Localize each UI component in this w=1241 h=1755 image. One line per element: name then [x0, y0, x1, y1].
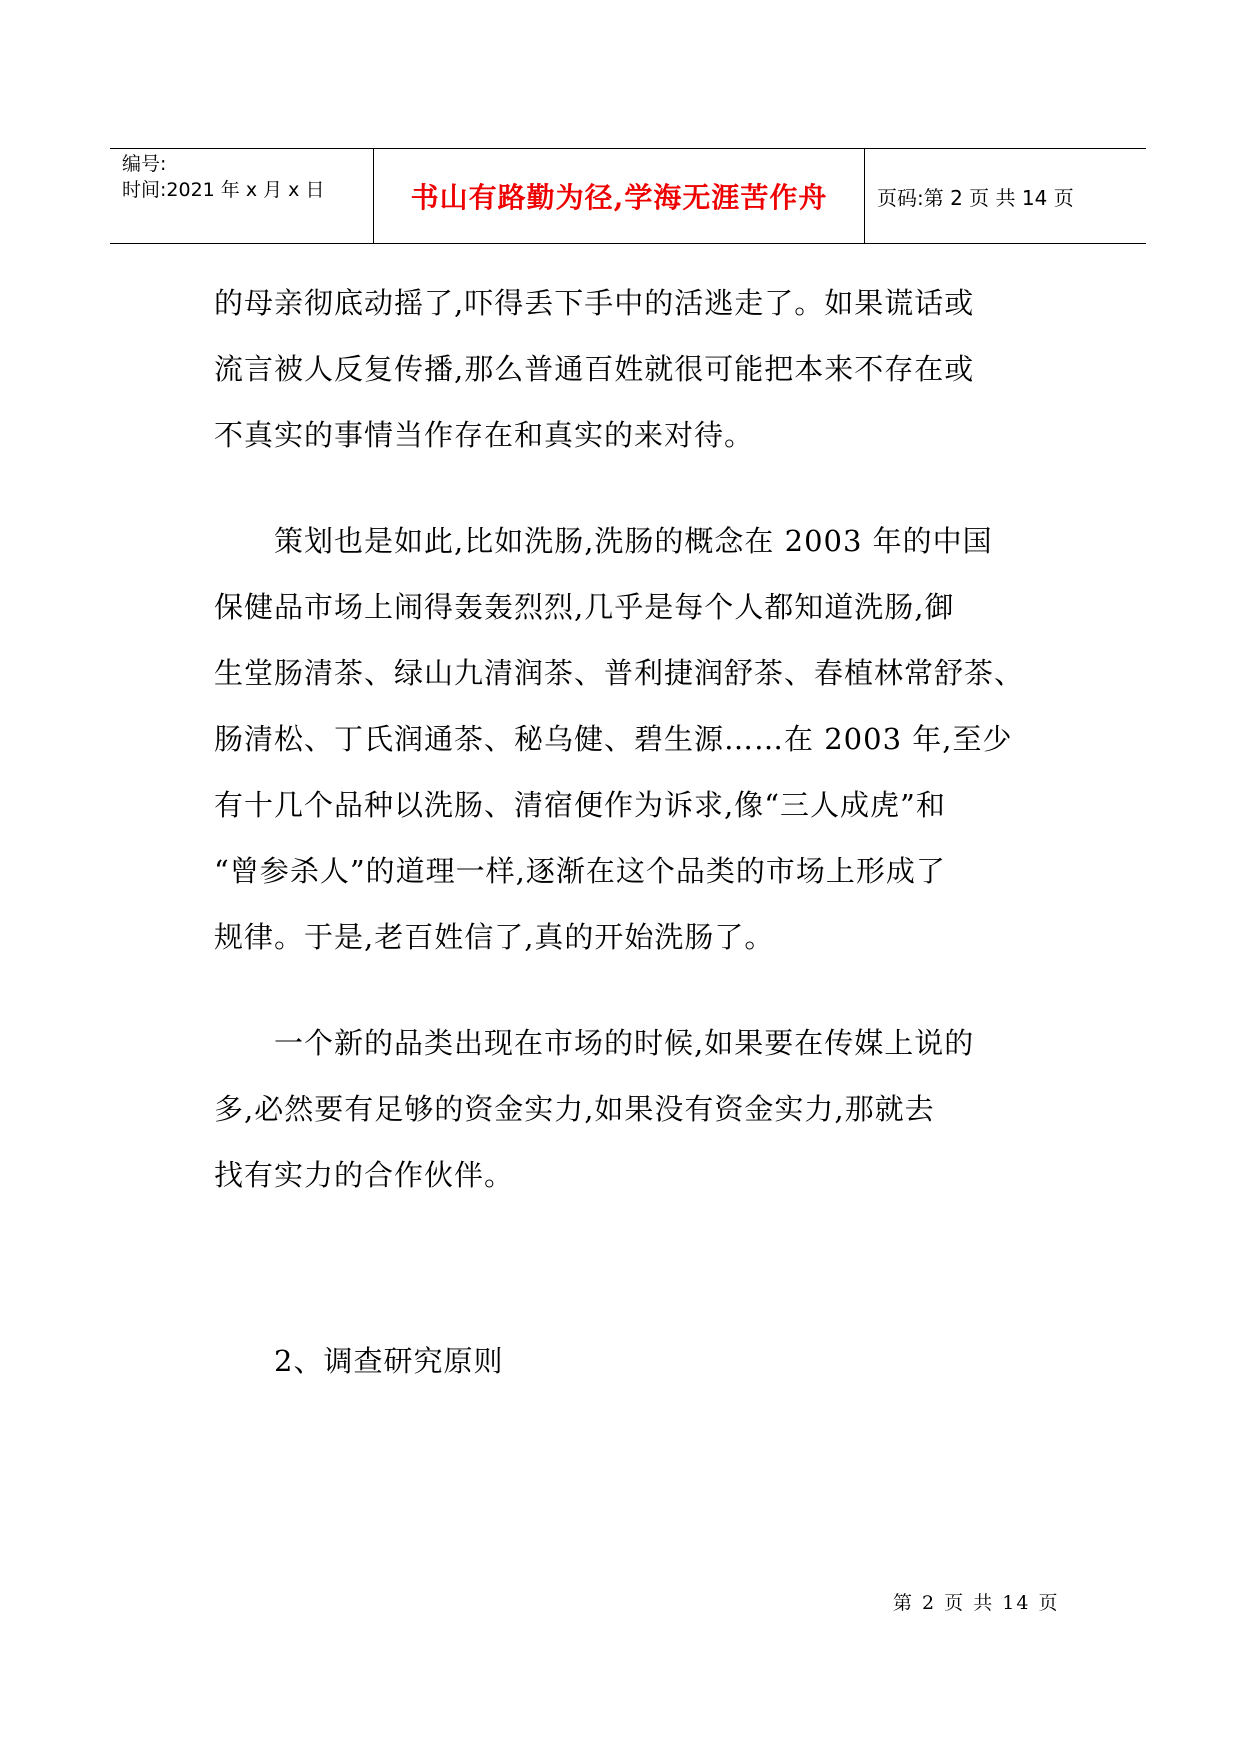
- text-line: 找有实力的合作伙伴。: [214, 1158, 515, 1192]
- text-line: 流言被人反复传播,那么普通百姓就很可能把本来不存在或: [214, 352, 975, 386]
- text-line: 生堂肠清茶、绿山九清润茶、普利捷润舒茶、春植林常舒茶、: [214, 656, 1025, 690]
- header-page-code: 页码:第 2 页 共 14 页: [877, 185, 1074, 210]
- document-number-label: 编号:: [122, 153, 167, 175]
- text-line: 保健品市场上闹得轰轰烈烈,几乎是每个人都知道洗肠,御: [214, 590, 955, 624]
- document-time-label: 时间:2021 年 x 月 x 日: [122, 179, 325, 201]
- text-line: 多,必然要有足够的资金实力,如果没有资金实力,那就去: [214, 1092, 935, 1126]
- text-line: 肠清松、丁氏润通茶、秘乌健、碧生源……在 2003 年,至少: [214, 722, 1013, 756]
- text-line: 一个新的品类出现在市场的时候,如果要在传媒上说的: [214, 1026, 975, 1060]
- text-line: 规律。于是,老百姓信了,真的开始洗肠了。: [214, 920, 775, 954]
- text-line: 策划也是如此,比如洗肠,洗肠的概念在 2003 年的中国: [214, 524, 993, 558]
- text-line: 不真实的事情当作存在和真实的来对待。: [214, 418, 755, 452]
- section-heading: 2、调查研究原则: [214, 1344, 504, 1378]
- paragraph-1: [214, 270, 1064, 468]
- paragraph-3: [214, 1010, 1064, 1208]
- page-footer: 第 2 页 共 14 页: [893, 1592, 1060, 1614]
- document-body: [214, 270, 1064, 1394]
- text-line: 的母亲彻底动摇了,吓得丢下手中的活逃走了。如果谎话或: [214, 286, 975, 320]
- document-header: [110, 148, 1146, 244]
- text-line: “曾参杀人”的道理一样,逐渐在这个品类的市场上形成了: [214, 854, 946, 888]
- text-line: 有十几个品种以洗肠、清宿便作为诉求,像“三人成虎”和: [214, 788, 946, 822]
- header-meta: [110, 149, 374, 243]
- header-motto: 书山有路勤为径,学海无涯苦作舟: [374, 149, 865, 243]
- paragraph-2: [214, 508, 1064, 970]
